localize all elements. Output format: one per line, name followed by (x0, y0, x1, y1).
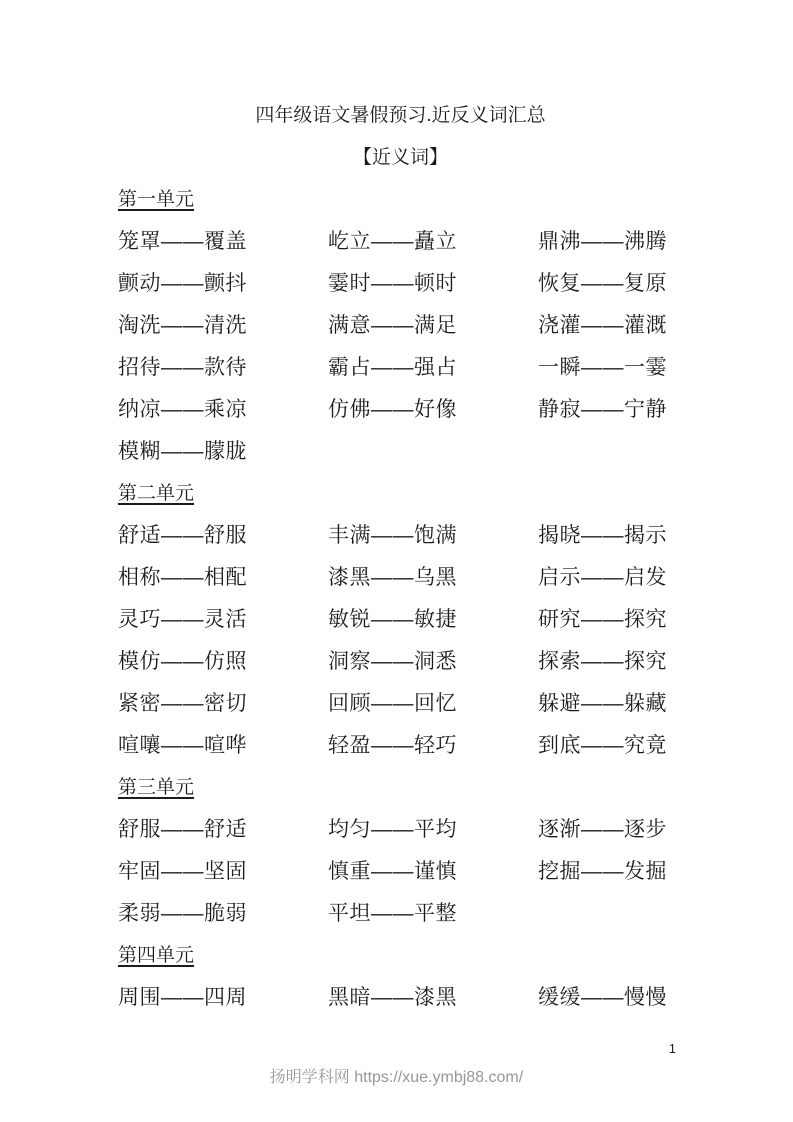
page-number: 1 (668, 1041, 676, 1056)
unit-2-section (118, 473, 683, 767)
footer-site-url-text: 扬明学科网 https://xue.ymbj88.com/ (269, 1069, 524, 1086)
word-pair-row (118, 641, 683, 683)
word-pair: 相称——相配 (118, 566, 247, 589)
word-pair-row (118, 221, 683, 263)
word-pair-row (118, 893, 683, 935)
document-title: 四年级语文暑假预习.近反义词汇总 (255, 105, 546, 126)
word-pair-row (118, 557, 683, 599)
word-pair: 到底——究竟 (538, 734, 667, 757)
word-pair: 喧嚷——喧哗 (118, 734, 247, 757)
word-pair: 逐渐——逐步 (538, 818, 667, 841)
word-pair: 躲避——躲藏 (538, 692, 667, 715)
word-pair-row (118, 347, 683, 389)
word-pair-row (118, 599, 683, 641)
unit-3-heading: 第三单元 (118, 777, 195, 798)
word-pair: 轻盈——轻巧 (328, 734, 457, 757)
word-pair-row (118, 683, 683, 725)
word-pair: 周围——四周 (118, 986, 247, 1009)
word-pair-row (118, 977, 683, 1019)
word-pair: 一瞬——一霎 (538, 356, 667, 379)
word-pair: 敏锐——敏捷 (328, 608, 457, 631)
word-pair: 探索——探究 (538, 650, 667, 673)
word-pair-row (118, 389, 683, 431)
word-pair: 鼎沸——沸腾 (538, 230, 667, 253)
word-pair: 牢固——坚固 (118, 860, 247, 883)
word-pair: 颤动——颤抖 (118, 272, 247, 295)
word-pair: 挖掘——发掘 (538, 860, 667, 883)
word-pair: 漆黑——乌黑 (328, 566, 457, 589)
word-pair: 均匀——平均 (328, 818, 457, 841)
word-pair: 淘洗——清洗 (118, 314, 247, 337)
word-pair: 模仿——仿照 (118, 650, 247, 673)
word-pair: 模糊——朦胧 (118, 440, 247, 463)
word-pair: 慎重——谨慎 (328, 860, 457, 883)
word-pair: 纳凉——乘凉 (118, 398, 247, 421)
footer-watermark (0, 1066, 793, 1090)
synonyms-section-title: 【近义词】 (352, 147, 448, 168)
word-pair: 缓缓——慢慢 (538, 986, 667, 1009)
word-pair-row (118, 725, 683, 767)
unit-4-section (118, 935, 683, 1019)
word-pair-row (118, 263, 683, 305)
word-pair-row (118, 305, 683, 347)
word-pair: 浇灌——灌溉 (538, 314, 667, 337)
word-pair: 屹立——矗立 (328, 230, 457, 253)
word-pair: 回顾——回忆 (328, 692, 457, 715)
word-pair: 笼罩——覆盖 (118, 230, 247, 253)
word-pair-row (118, 515, 683, 557)
unit-1-section (118, 179, 683, 473)
word-pair: 灵巧——灵活 (118, 608, 247, 631)
word-pair: 黑暗——漆黑 (328, 986, 457, 1009)
word-pair: 霸占——强占 (328, 356, 457, 379)
word-pair: 恢复——复原 (538, 272, 667, 295)
unit-3-section (118, 767, 683, 935)
word-pair: 舒服——舒适 (118, 818, 247, 841)
word-pair: 研究——探究 (538, 608, 667, 631)
word-pair-row (118, 851, 683, 893)
word-pair: 招待——款待 (118, 356, 247, 379)
word-pair-row (118, 809, 683, 851)
word-pair: 洞察——洞悉 (328, 650, 457, 673)
word-pair: 仿佛——好像 (328, 398, 457, 421)
word-pair: 启示——启发 (538, 566, 667, 589)
unit-2-heading: 第二单元 (118, 483, 195, 504)
unit-4-heading: 第四单元 (118, 945, 195, 966)
word-pair: 平坦——平整 (328, 902, 457, 925)
word-pair: 静寂——宁静 (538, 398, 667, 421)
word-pair: 丰满——饱满 (328, 524, 457, 547)
word-pair: 揭晓——揭示 (538, 524, 667, 547)
word-pair: 舒适——舒服 (118, 524, 247, 547)
word-pair: 紧密——密切 (118, 692, 247, 715)
word-pair: 柔弱——脆弱 (118, 902, 247, 925)
word-pair: 霎时——顿时 (328, 272, 457, 295)
word-pair-row (118, 431, 683, 473)
unit-1-heading: 第一单元 (118, 189, 195, 210)
word-pair: 满意——满足 (328, 314, 457, 337)
